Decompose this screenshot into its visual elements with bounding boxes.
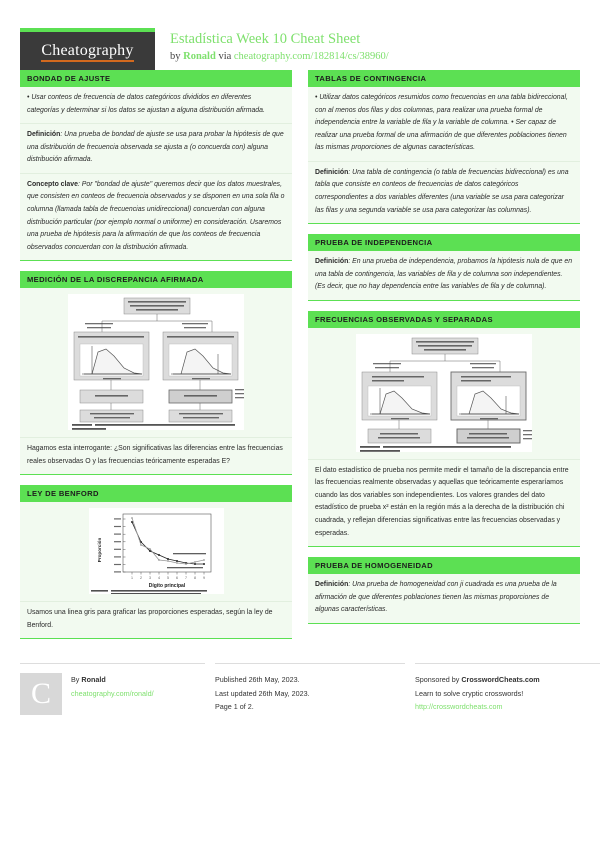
block-title: PRUEBA DE INDEPENDENCIA: [308, 234, 580, 251]
block-body: [308, 87, 580, 224]
block-body: [20, 502, 292, 639]
svg-text:4: 4: [157, 576, 160, 581]
paragraph-lead: Concepto clave: [27, 180, 78, 188]
figure-container: [308, 328, 580, 460]
block-title: BONDAD DE AJUSTE: [20, 70, 292, 87]
block-title: TABLAS DE CONTINGENCIA: [308, 70, 580, 87]
block-prueba-de-independencia: [308, 234, 580, 301]
paragraph-lead: Definición: [315, 581, 349, 589]
page-footer: [20, 663, 580, 715]
block-bondad-de-ajuste: [20, 70, 292, 261]
paragraph-text: : En una prueba de independencia, probamos la hipótesis nula de que en una tabla de contingencia, las variables de fila y de columna son independientes. (Es decir, que no hay dependencia entre las variables de fila y de columna).: [315, 258, 573, 291]
footer-author-name: Ronald: [81, 675, 106, 685]
footer-page-number: Page 1 of 2.: [215, 702, 254, 712]
footer-author-column: [20, 663, 205, 715]
page-header: [20, 0, 580, 62]
svg-text:6: 6: [175, 576, 178, 581]
benford-chart-svg: [89, 508, 224, 594]
block-title: FRECUENCIAS OBSERVADAS Y SEPARADAS: [308, 311, 580, 328]
paragraph: • Usar conteos de frecuencia de datos categóricos divididos en diferentes categorías y determinar si los datos se ajustan a alguna distribución afirmada.: [20, 87, 292, 124]
left-column: [20, 70, 292, 649]
flowchart-bondad-ajuste-svg: [68, 294, 244, 430]
footer-sponsor-prefix: Sponsored by: [415, 675, 462, 685]
paragraph: [308, 251, 580, 300]
paragraph-lead: Definición: [27, 131, 61, 139]
byline-via: via: [215, 50, 234, 62]
svg-text:1: 1: [130, 576, 133, 581]
footer-author-info: [71, 673, 154, 715]
svg-text:3: 3: [148, 576, 151, 581]
paragraph-lead: Definición: [315, 168, 349, 176]
svg-text:Dígito principal: Dígito principal: [148, 583, 185, 590]
paragraph: El dato estadístico de prueba nos permite medir el tamaño de la discrepancia entre las frecuencias realmente observadas y aquellas que teóricamente esperaríamos cuando las dos variables son independientes. Los valores grandes del dato estadístico de prueba x² están en la región más a la derecha de la distribución chi cuadrada, y reflejan diferencias significativas entre las frecuencias observadas y esperadas.: [315, 466, 569, 537]
svg-text:7: 7: [184, 576, 187, 581]
footer-sponsor-column: [415, 663, 600, 715]
block-body: [308, 328, 580, 547]
fig-independencia: [356, 334, 532, 452]
svg-text:Proporción: Proporción: [96, 538, 102, 563]
figure-container: [20, 502, 292, 602]
block-body: [20, 288, 292, 475]
fig-benford: [89, 508, 224, 594]
svg-text:5: 5: [166, 576, 169, 581]
paragraph: [308, 574, 580, 623]
footer-by-label: By: [71, 675, 82, 685]
right-column: [308, 70, 580, 649]
svg-text:8: 8: [193, 576, 196, 581]
block-tablas-de-contingencia: [308, 70, 580, 224]
footer-sponsor-line: [415, 673, 600, 686]
footer-updated: Last updated 26th May, 2023.: [215, 688, 310, 698]
block-frecuencias-observadas-separadas: [308, 311, 580, 547]
paragraph: Usamos una linea gris para graficar las proporciones esperadas, según la ley de Benford.: [27, 609, 273, 629]
header-title-block: [155, 28, 389, 62]
cheatography-logo[interactable]: [20, 28, 155, 72]
paragraph: [20, 124, 292, 174]
paragraph-lead: Definición: [315, 258, 349, 266]
paragraph-text: : Una tabla de contingencia (o tabla de frecuencias bidireccional) es una tabla que consiste en conteos de frecuencias de datos categóricos correspondientes a dos variables diferentes (una variable se usa para categorizar las filas y una segunda variable se usa para categorizar las columnas).: [315, 168, 569, 214]
block-ley-de-benford: [20, 485, 292, 639]
logo-box: [20, 32, 155, 72]
footer-sponsor-url[interactable]: http://crosswordcheats.com: [415, 702, 503, 712]
byline-prefix: by: [170, 50, 184, 62]
block-prueba-de-homogeneidad: [308, 557, 580, 624]
content-columns: [20, 70, 580, 649]
paragraph: Hagamos esta interrogante: ¿Son significativas las diferencias entre las frecuencias reales observadas O y las frecuencias teóricamente esperadas E?: [27, 445, 283, 465]
paragraph: [20, 174, 292, 260]
byline: [170, 51, 389, 62]
page-title: Estadística Week 10 Cheat Sheet: [170, 31, 361, 47]
block-medicion-discrepancia: [20, 271, 292, 475]
byline-source-link[interactable]: cheatography.com/182814/cs/38960/: [233, 50, 389, 62]
block-title: PRUEBA DE HOMOGENEIDAD: [308, 557, 580, 574]
footer-published: Published 26th May, 2023.: [215, 675, 300, 685]
block-title: MEDICIÓN DE LA DISCREPANCIA AFIRMADA: [20, 271, 292, 288]
footer-author-url[interactable]: cheatography.com/ronald/: [71, 688, 154, 698]
paragraph-text: : Por "bondad de ajuste" queremos decir que los datos muestrales, que consisten en conteos de frecuencia observados y se disponen en una sola fila o columna (llamada tabla de frecuencias unidireccional) concuerdan con alguna distribución particular (por ejemplo normal o uniforme) en consideración. Usaremos una prueba de hipótesis para la afirmación de que los conteos de frecuencia observados concuerdan con la distribución afirmada.: [27, 180, 285, 251]
block-body: [308, 574, 580, 624]
footer-sponsor-name: CrosswordCheats.com: [461, 675, 540, 685]
svg-text:2: 2: [139, 576, 142, 581]
block-title: LEY DE BENFORD: [20, 485, 292, 502]
footer-by-line: [71, 673, 154, 686]
avatar: C: [20, 673, 62, 715]
block-body: [20, 87, 292, 261]
figure-container: [20, 288, 292, 438]
fig-bondad-ajuste: [68, 294, 244, 430]
logo-text: Cheatography: [41, 43, 133, 62]
byline-author[interactable]: Ronald: [183, 50, 216, 62]
flowchart-independencia-svg: [356, 334, 532, 452]
paragraph-text: : Una prueba de bondad de ajuste se usa para probar la hipótesis de que una distribución de frecuencia observada se ajusta a (o concuerda con) alguna distribución afirmada.: [27, 131, 284, 164]
paragraph: • Utilizar datos categóricos resumidos como frecuencias en una tabla bidireccional, con al menos dos filas y dos columnas, para realizar una prueba formal de independencia entre la variable de fila y la variable de columna. • Ser capaz de realizar una prueba formal de una afirmación de que diferentes poblaciones tienen las mismas proporciones de algunas características.: [308, 87, 580, 162]
paragraph: [308, 162, 580, 223]
footer-sponsor-tagline: Learn to solve cryptic crosswords!: [415, 688, 524, 698]
footer-dates-column: [215, 663, 405, 715]
svg-text:9: 9: [202, 576, 205, 581]
paragraph-text: : Una prueba de homogeneidad con ji cuadrada es una prueba de la afirmación de que diferentes poblaciones tienen las mismas proporciones de algunas características.: [315, 581, 557, 614]
block-body: [308, 251, 580, 301]
